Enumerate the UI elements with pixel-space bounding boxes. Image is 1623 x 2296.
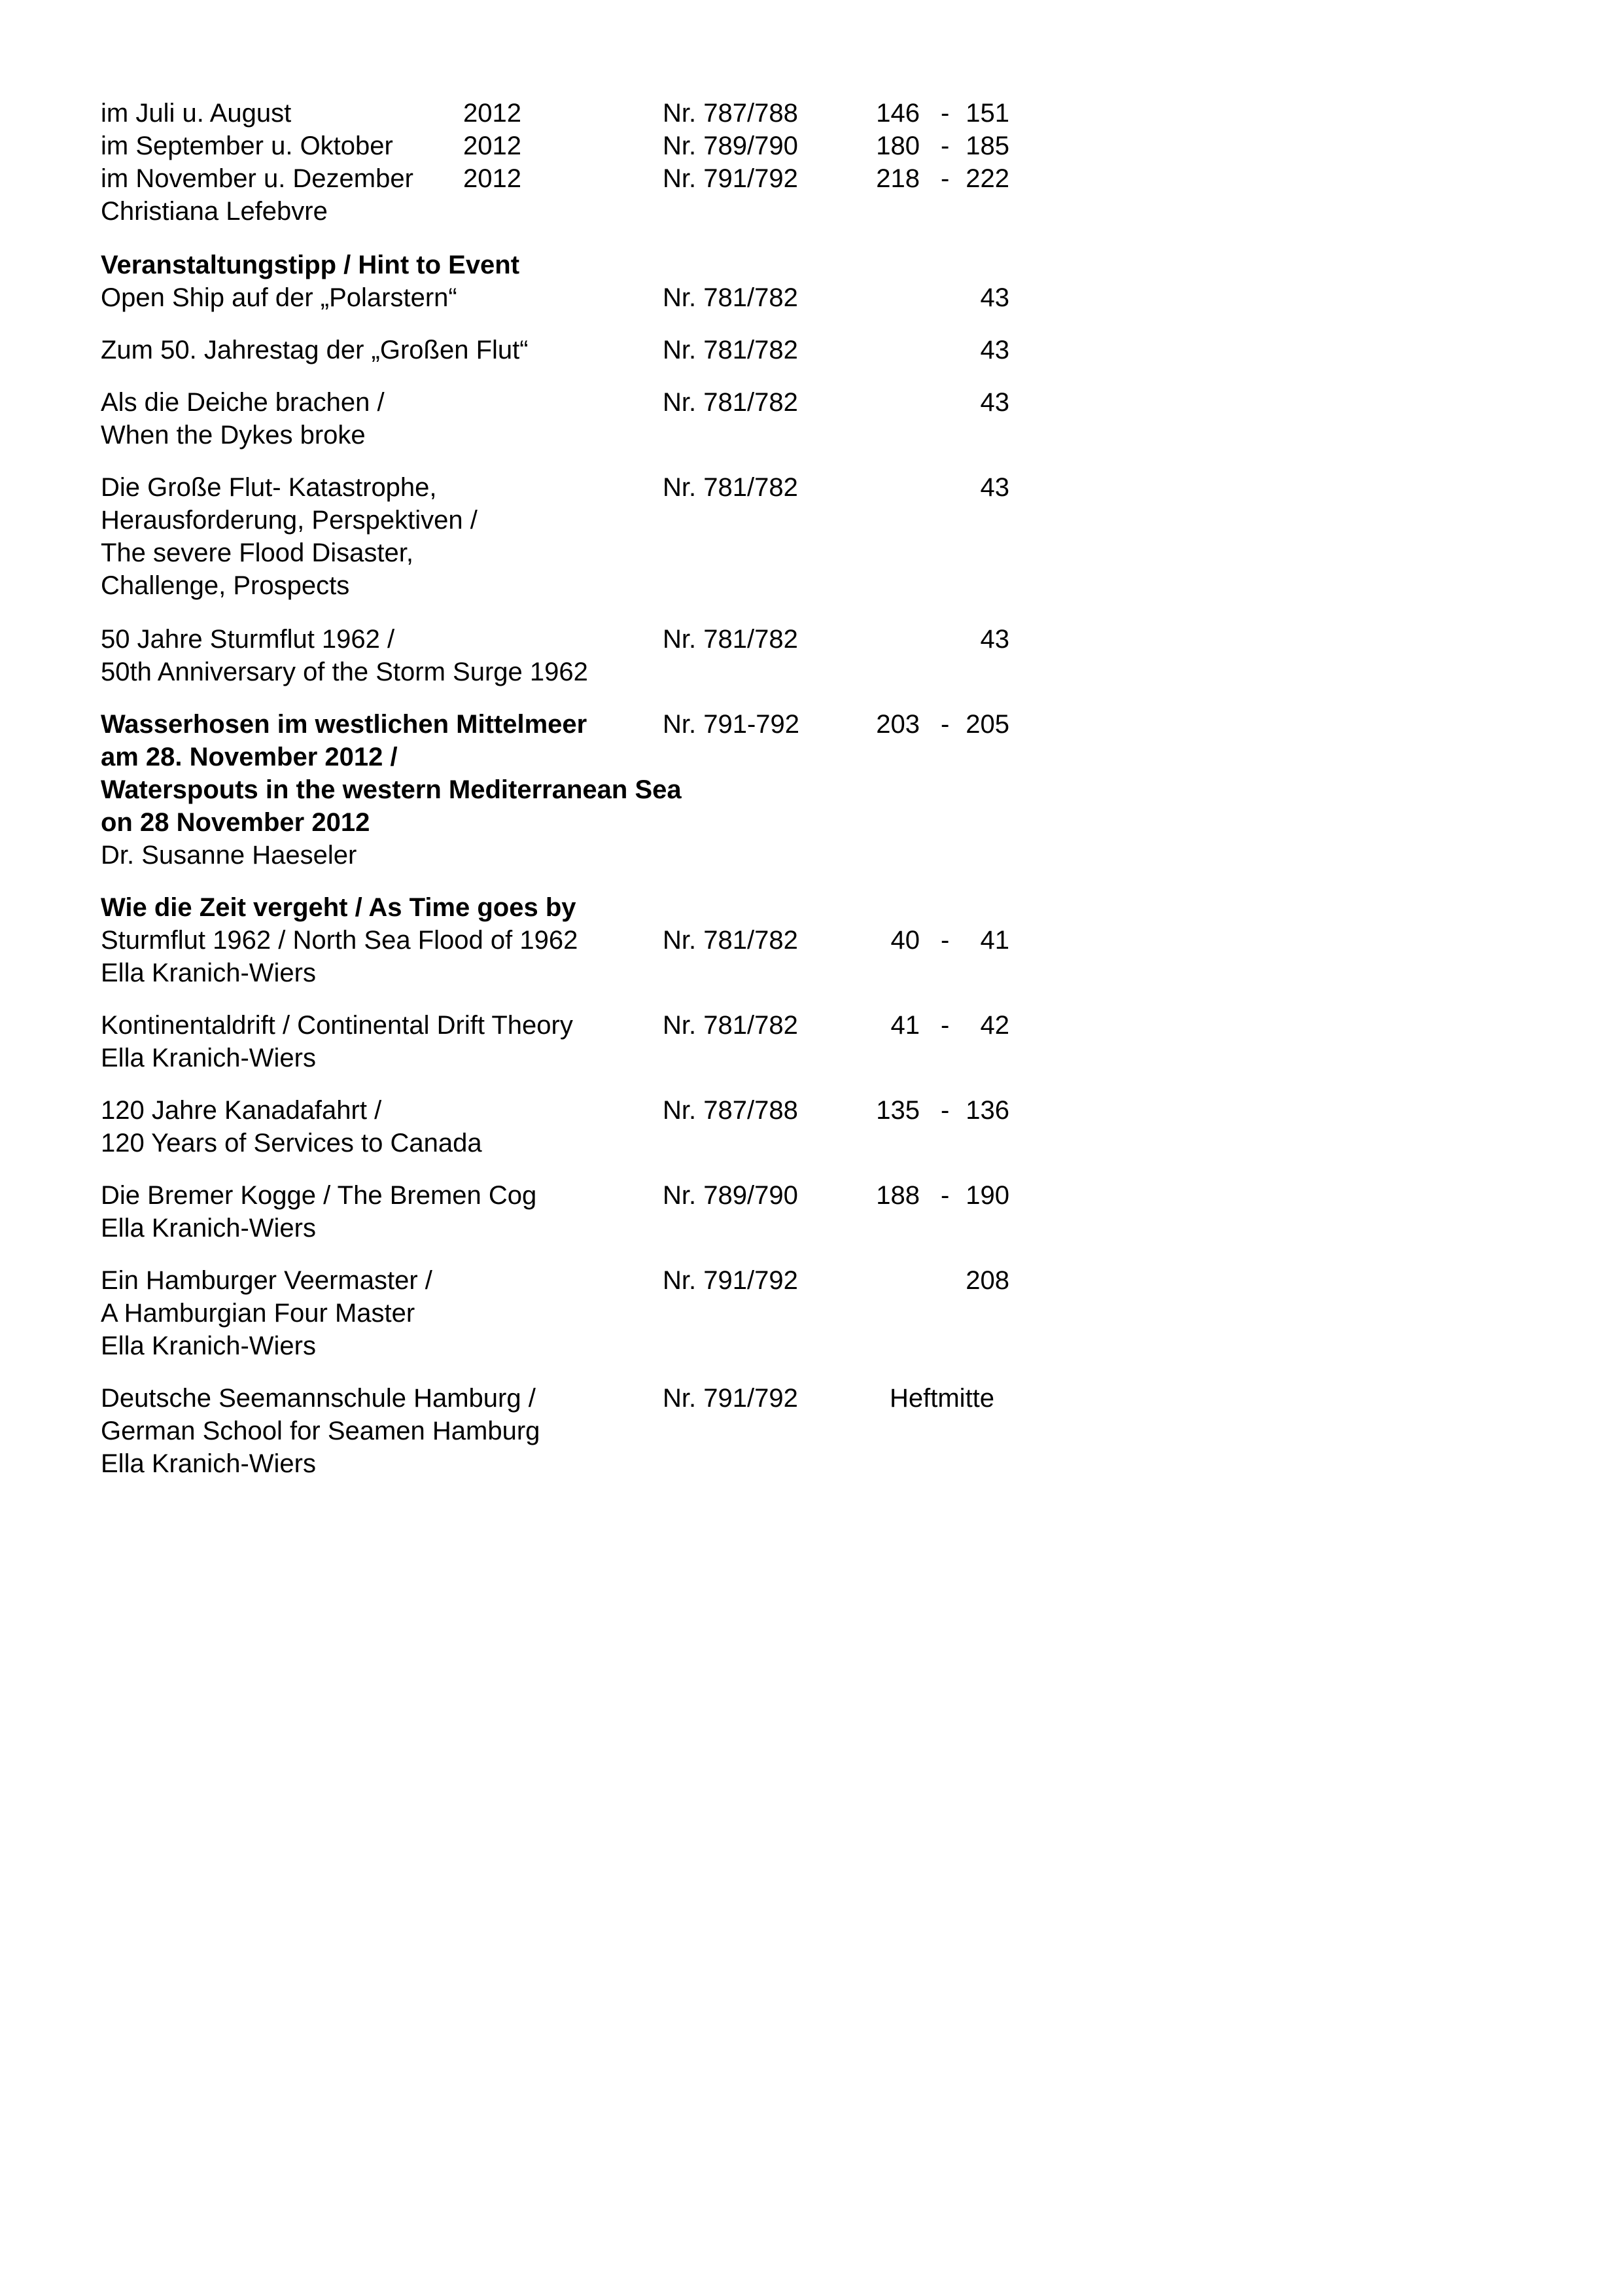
page-range	[850, 1264, 1009, 1297]
page-dash: -	[941, 164, 950, 193]
entry-author: Christiana Lefebvre	[101, 197, 328, 226]
page-dash: -	[941, 1181, 950, 1210]
page-range	[850, 924, 1009, 957]
entry-title-line: Deutsche Seemannschule Hamburg /	[101, 1384, 536, 1413]
page-dash: -	[941, 99, 950, 128]
page-dash: -	[941, 132, 950, 160]
issue-number: Nr. 791-792	[663, 710, 800, 739]
entry-title-line: 120 Years of Services to Canada	[101, 1129, 482, 1157]
section-heading: Veranstaltungstipp / Hint to Event	[101, 251, 520, 279]
entry-year: 2012	[463, 164, 521, 193]
page-range	[850, 708, 1009, 741]
entry-title-line: Zum 50. Jahrestag der „Großen Flut“	[101, 336, 529, 364]
page-range	[850, 1094, 1009, 1127]
entry-author: Ella Kranich-Wiers	[101, 1044, 316, 1072]
entry-year: 2012	[463, 132, 521, 160]
entry-author: Ella Kranich-Wiers	[101, 959, 316, 987]
page-range	[850, 1382, 1009, 1415]
issue-number: Nr. 781/782	[663, 926, 798, 955]
entry-title-line: Ein Hamburger Veermaster /	[101, 1266, 432, 1295]
issue-number: Nr. 789/790	[663, 132, 798, 160]
page-from: 41	[890, 1011, 920, 1040]
page-dash: -	[941, 1096, 950, 1125]
issue-number: Nr. 781/782	[663, 283, 798, 312]
entry-title-line: A Hamburgian Four Master	[101, 1299, 415, 1328]
page-from: 203	[876, 710, 920, 739]
page-range	[850, 1179, 1009, 1212]
page-number: 43	[980, 473, 1009, 502]
entry-title-line: 120 Jahre Kanadafahrt /	[101, 1096, 382, 1125]
page-to: 41	[980, 926, 1009, 955]
page-from: 218	[876, 164, 920, 193]
entry-author: Ella Kranich-Wiers	[101, 1214, 316, 1243]
entry-title-line: German School for Seamen Hamburg	[101, 1417, 540, 1445]
page-range	[850, 1009, 1009, 1042]
page-number: 208	[966, 1266, 1009, 1295]
issue-number: Nr. 781/782	[663, 473, 798, 502]
page-range	[850, 162, 1009, 195]
entry-title-line: Wasserhosen im westlichen Mittelmeer	[101, 710, 587, 739]
page-number: 43	[980, 625, 1009, 654]
page-from: 180	[876, 132, 920, 160]
page-dash: -	[941, 926, 950, 955]
page-to: 151	[966, 99, 1009, 128]
page-to: 42	[980, 1011, 1009, 1040]
page-to: 205	[966, 710, 1009, 739]
issue-number: Nr. 781/782	[663, 336, 798, 364]
entry-title-line: 50 Jahre Sturmflut 1962 /	[101, 625, 395, 654]
entry-title-line: Open Ship auf der „Polarstern“	[101, 283, 457, 312]
entry-title-line: The severe Flood Disaster,	[101, 539, 413, 567]
issue-number: Nr. 781/782	[663, 1011, 798, 1040]
entry-title-line: Kontinentaldrift / Continental Drift Theory	[101, 1011, 573, 1040]
entry-title-line: Herausforderung, Perspektiven /	[101, 506, 478, 535]
page-range	[850, 97, 1009, 130]
page-from: 146	[876, 99, 920, 128]
page-number: 43	[980, 336, 1009, 364]
entry-title-line: im November u. Dezember	[101, 164, 413, 193]
page-range	[850, 334, 1009, 366]
page-to: 136	[966, 1096, 1009, 1125]
entry-title-line: am 28. November 2012 /	[101, 743, 398, 771]
page-range	[850, 281, 1009, 314]
entry-title-line: im September u. Oktober	[101, 132, 393, 160]
issue-number: Nr. 789/790	[663, 1181, 798, 1210]
page-range	[850, 386, 1009, 419]
entry-title-line: Die Bremer Kogge / The Bremen Cog	[101, 1181, 537, 1210]
entry-title-line: Sturmflut 1962 / North Sea Flood of 1962	[101, 926, 578, 955]
entry-author: Ella Kranich-Wiers	[101, 1332, 316, 1360]
entry-title-line: Die Große Flut- Katastrophe,	[101, 473, 437, 502]
entry-title-line: Challenge, Prospects	[101, 571, 350, 600]
page-to: 222	[966, 164, 1009, 193]
section-heading: Wie die Zeit vergeht / As Time goes by	[101, 893, 576, 922]
page-dash: -	[941, 710, 950, 739]
entry-title-line: im Juli u. August	[101, 99, 292, 128]
page-to: 190	[966, 1181, 1009, 1210]
page-number: 43	[980, 388, 1009, 417]
page-from: 40	[890, 926, 920, 955]
page-from: 188	[876, 1181, 920, 1210]
entry-year: 2012	[463, 99, 521, 128]
entry-title-line: on 28 November 2012	[101, 808, 370, 837]
page-location: Heftmitte	[890, 1384, 995, 1413]
page-range	[850, 130, 1009, 162]
page-range	[850, 623, 1009, 656]
entry-title-line: Als die Deiche brachen /	[101, 388, 385, 417]
entry-title-line: When the Dykes broke	[101, 421, 366, 450]
issue-number: Nr. 781/782	[663, 625, 798, 654]
issue-number: Nr. 791/792	[663, 1384, 798, 1413]
issue-number: Nr. 791/792	[663, 1266, 798, 1295]
entry-author: Dr. Susanne Haeseler	[101, 841, 357, 870]
page-from: 135	[876, 1096, 920, 1125]
issue-number: Nr. 791/792	[663, 164, 798, 193]
entry-title-line: Waterspouts in the western Mediterranean Sea	[101, 775, 682, 804]
page-range	[850, 471, 1009, 504]
issue-number: Nr. 781/782	[663, 388, 798, 417]
entry-author: Ella Kranich-Wiers	[101, 1449, 316, 1478]
page-number: 43	[980, 283, 1009, 312]
page-to: 185	[966, 132, 1009, 160]
issue-number: Nr. 787/788	[663, 1096, 798, 1125]
issue-number: Nr. 787/788	[663, 99, 798, 128]
page-dash: -	[941, 1011, 950, 1040]
entry-title-line: 50th Anniversary of the Storm Surge 1962	[101, 658, 588, 686]
